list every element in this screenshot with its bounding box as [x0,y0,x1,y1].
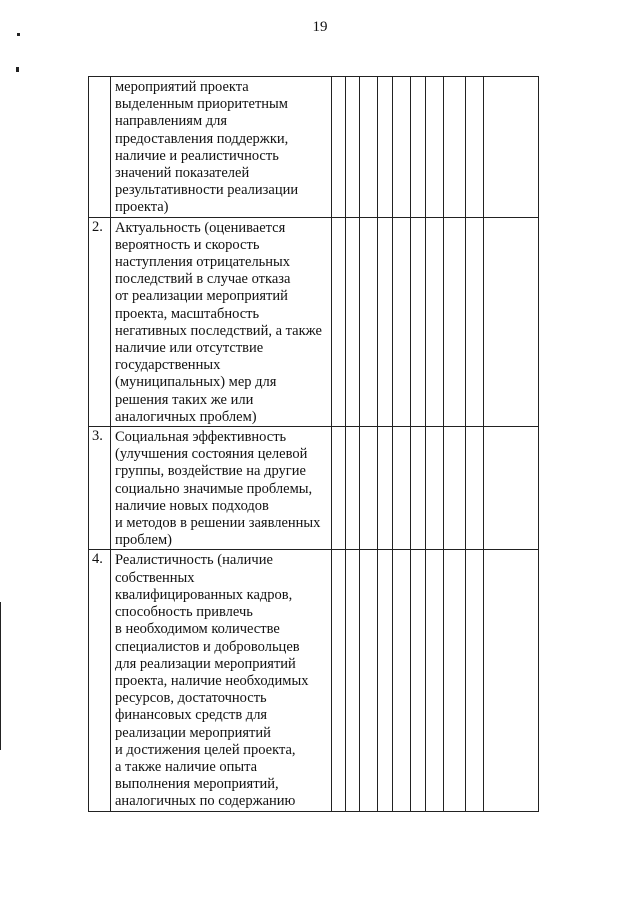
criterion-text-line: собственных [115,569,195,586]
criterion-text-line: а также наличие опыта [115,758,258,775]
criteria-row [89,217,539,426]
expert-score-cell [393,217,411,426]
criterion-text-line: наличие и реалистичность [115,147,279,164]
criterion-description [111,550,332,811]
scan-mark-bottom [16,67,19,72]
expert-score-cell [393,427,411,550]
expert-score-cell [444,427,466,550]
expert-score-cell [426,550,444,811]
expert-score-cell [444,77,466,218]
criterion-text-line: наступления отрицательных [115,254,291,271]
expert-score-cell [444,550,466,811]
expert-score-cell [332,217,346,426]
criterion-text-line: проекта, масштабность [115,305,260,322]
criterion-number [89,77,111,218]
criterion-number: 3. [89,427,111,550]
criteria-row [89,77,539,218]
criterion-description [111,427,332,550]
criterion-text-line: аналогичных по содержанию [115,793,296,810]
criterion-description [111,217,332,426]
expert-score-cell [411,550,426,811]
expert-score-cell [466,427,484,550]
total-score-cell [484,550,539,811]
expert-score-cell [378,427,393,550]
criteria-table-body [89,77,539,812]
criteria-row [89,550,539,811]
criterion-text-line: негативных последствий, а также [115,322,322,339]
criterion-text-line: выделенным приоритетным [115,96,288,113]
expert-score-cell [346,427,360,550]
expert-score-cell [466,550,484,811]
criterion-text-line: Актуальность (оценивается [115,219,286,236]
expert-score-cell [444,217,466,426]
criterion-text-line: последствий в случае отказа [115,271,291,288]
criterion-text-line: решения таких же или [115,391,254,408]
criterion-number: 4. [89,550,111,811]
criterion-text-line: Реалистичность (наличие [115,552,273,569]
expert-score-cell [360,550,378,811]
scan-mark-top [17,33,20,36]
criterion-text-line: реализации мероприятий [115,724,271,741]
criterion-text-line: предоставления поддержки, [115,130,289,147]
criterion-text-line: значений показателей [115,165,250,182]
expert-score-cell [360,427,378,550]
criteria-row [89,427,539,550]
expert-score-cell [393,550,411,811]
criterion-text-line: от реализации мероприятий [115,288,288,305]
total-score-cell [484,217,539,426]
total-score-cell [484,77,539,218]
expert-score-cell [360,217,378,426]
criterion-text-line: мероприятий проекта [115,79,249,95]
criteria-table [88,76,539,812]
criterion-text-line: направлениям для [115,113,228,130]
expert-score-cell [378,217,393,426]
criterion-text-line: социально значимые проблемы, [115,480,313,497]
criterion-text-line: проекта, наличие необходимых [115,672,309,689]
expert-score-cell [346,217,360,426]
expert-score-cell [378,77,393,218]
criterion-text-line: аналогичных проблем) [115,408,257,425]
expert-score-cell [411,217,426,426]
total-score-cell [484,427,539,550]
expert-score-cell [360,77,378,218]
criterion-text-line: государственных [115,357,221,374]
criterion-text-line: финансовых средств для [115,707,268,724]
expert-score-cell [346,550,360,811]
criterion-text-line: и методов в решении заявленных [115,515,321,532]
binding-edge-line [0,602,1,750]
criterion-text-line: специалистов и добровольцев [115,638,300,655]
criterion-description [111,77,332,218]
expert-score-cell [466,77,484,218]
criterion-text-line: группы, воздействие на другие [115,463,306,480]
expert-score-cell [426,77,444,218]
expert-score-cell [411,427,426,550]
criterion-number: 2. [89,217,111,426]
criterion-text-line: выполнения мероприятий, [115,776,279,793]
criterion-text-line: способность привлечь [115,604,253,621]
expert-score-cell [426,427,444,550]
criterion-text-line: наличие или отсутствие [115,340,264,357]
expert-score-cell [332,77,346,218]
expert-score-cell [332,427,346,550]
criterion-text-line: (улучшения состояния целевой [115,446,308,463]
criterion-text-line: вероятность и скорость [115,236,260,253]
expert-score-cell [378,550,393,811]
criterion-text-line: проекта) [115,199,169,216]
criterion-text-line: ресурсов, достаточность [115,690,267,707]
expert-score-cell [332,550,346,811]
expert-score-cell [346,77,360,218]
criterion-text-line: для реализации мероприятий [115,655,296,672]
criterion-text-line: результативности реализации [115,182,299,199]
criterion-text-line: проблем) [115,532,172,549]
criterion-text-line: Социальная эффективность [115,429,287,446]
page-number: 19 [312,19,328,35]
expert-score-cell [426,217,444,426]
criterion-text-line: квалифицированных кадров, [115,586,293,603]
expert-score-cell [411,77,426,218]
criterion-text-line: наличие новых подходов [115,497,269,514]
criterion-text-line: и достижения целей проекта, [115,741,296,758]
criterion-text-line: (муниципальных) мер для [115,374,277,391]
expert-score-cell [393,77,411,218]
expert-score-cell [466,217,484,426]
criterion-text-line: в необходимом количестве [115,621,280,638]
